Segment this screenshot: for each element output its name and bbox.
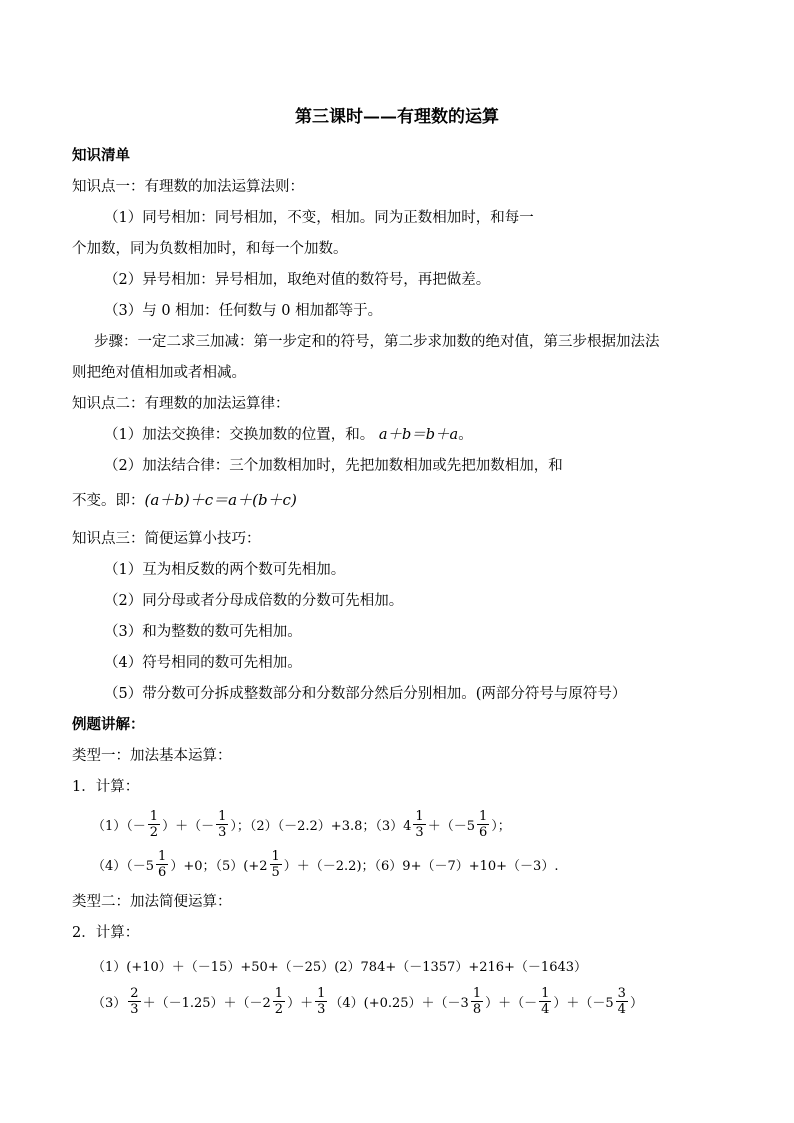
denominator: 3 xyxy=(130,1001,139,1017)
numerator: 1 xyxy=(149,808,159,824)
commutative-formula: a＋b＝b＋a xyxy=(378,427,459,443)
kp1-item-1-cont: 个加数，同为负数相加时，和每一个加数。 xyxy=(72,241,348,257)
expr-text: ＋（－1.25）＋（－2 xyxy=(142,995,271,1011)
kp2-item-2: （2）加法结合律：三个加数相加时，先把加数相加或先把加数相加，和 xyxy=(104,458,563,474)
section-knowledge-list: 知识清单 xyxy=(72,147,130,164)
kp2-item-1-text: （1）加法交换律：交换加数的位置，和。 xyxy=(104,427,375,443)
denominator: 8 xyxy=(472,1001,482,1017)
kp3-heading: 知识点三：简便运算小技巧： xyxy=(72,531,261,547)
expr-text: ）＋（－ xyxy=(162,818,215,834)
examples-heading: 例题讲解： xyxy=(72,716,145,733)
expr-text: ）＋（－ xyxy=(485,995,538,1011)
question-2-row-2 xyxy=(92,980,643,1022)
denominator: 3 xyxy=(415,824,424,840)
fraction xyxy=(273,986,285,1017)
kp1-item-3: （3）与 0 相加：任何数与 0 相加都等于。 xyxy=(104,303,383,319)
question-1-row-2 xyxy=(92,843,558,885)
denominator: 4 xyxy=(541,1001,550,1017)
numerator: 1 xyxy=(472,985,482,1001)
kp1-steps-line2: 则把绝对值相加或者相减。 xyxy=(72,365,246,381)
numerator: 1 xyxy=(271,848,280,864)
kp2-item-1-end: 。 xyxy=(458,427,473,443)
kp3-item-5: （5）带分数可分拆成整数部分和分数部分然后分别相加。(两部分符号与原符号） xyxy=(104,686,627,702)
type1-heading: 类型一：加法基本运算： xyxy=(72,748,232,764)
fraction xyxy=(413,809,425,840)
expr-text: ＋（－5 xyxy=(427,818,475,834)
expr-text: （4）(+0.25）＋（－3 xyxy=(329,995,469,1011)
expr-text: ）+0；（5）(+2 xyxy=(170,858,268,874)
fraction xyxy=(270,849,282,880)
kp1-steps-line1: 步骤：一定二求三加减：第一步定和的符号，第二步求加数的绝对值，第三步根据加法法 xyxy=(94,334,660,350)
expr-text: ） xyxy=(629,995,643,1011)
kp3-item-2: （2）同分母或者分母成倍数的分数可先相加。 xyxy=(104,593,404,609)
kp3-item-4: （4）符号相同的数可先相加。 xyxy=(104,655,302,671)
associative-formula: (a＋b)＋c＝a＋(b＋c) xyxy=(144,491,297,509)
fraction xyxy=(477,809,489,840)
denominator: 4 xyxy=(617,1001,626,1017)
denominator: 5 xyxy=(271,864,280,880)
question-1-label: 1．计算： xyxy=(72,779,140,795)
fraction xyxy=(315,986,327,1017)
numerator: 1 xyxy=(541,985,550,1001)
denominator: 2 xyxy=(149,824,159,840)
numerator: 1 xyxy=(158,848,167,864)
numerator: 1 xyxy=(274,985,284,1001)
denominator: 2 xyxy=(274,1001,284,1017)
question-1-row-1 xyxy=(92,803,511,845)
expr-text: （3） xyxy=(92,995,127,1011)
expr-text: ）；（2）（－2.2）+3.8；（3）4 xyxy=(230,818,412,834)
type2-heading: 类型二：加法简便运算： xyxy=(72,894,232,910)
numerator: 1 xyxy=(478,808,488,824)
numerator: 2 xyxy=(130,985,139,1001)
expr-text: ）＋（－5 xyxy=(553,995,614,1011)
denominator: 3 xyxy=(317,1001,326,1017)
question-2-label: 2．计算： xyxy=(72,925,140,941)
kp2-item-2-cont xyxy=(72,489,734,512)
kp3-item-3: （3）和为整数的数可先相加。 xyxy=(104,624,302,640)
numerator: 3 xyxy=(617,985,626,1001)
kp3-item-1: （1）互为相反数的两个数可先相加。 xyxy=(104,562,346,578)
fraction xyxy=(216,809,228,840)
numerator: 1 xyxy=(317,985,326,1001)
fraction xyxy=(471,986,483,1017)
expr-text: （4）（－5 xyxy=(92,858,155,874)
fraction xyxy=(616,986,628,1017)
kp2-item-2-cont-text: 不变。即： xyxy=(72,493,145,509)
expr-text: （1）(+10）＋（－15）+50+（－25）(2）784+（－1357）+216+（－1643） xyxy=(92,959,588,975)
denominator: 6 xyxy=(478,824,488,840)
page-title: 第三课时——有理数的运算 xyxy=(295,107,499,127)
fraction xyxy=(148,809,160,840)
expr-text: ）＋（－2.2)；（6）9+（－7）+10+（－3）. xyxy=(283,858,559,874)
kp2-item-1 xyxy=(104,424,734,446)
denominator: 6 xyxy=(158,864,167,880)
fraction xyxy=(128,986,140,1017)
kp1-heading: 知识点一：有理数的加法运算法则： xyxy=(72,179,304,195)
kp1-item-2: （2）异号相加：异号相加，取绝对值的数符号，再把做差。 xyxy=(104,272,491,288)
kp1-item-1: （1）同号相加：同号相加，不变，相加。同为正数相加时，和每一 xyxy=(104,210,534,226)
expr-text: ）＋ xyxy=(287,995,314,1011)
numerator: 1 xyxy=(415,808,424,824)
fraction xyxy=(156,849,168,880)
kp2-heading: 知识点二：有理数的加法运算律： xyxy=(72,396,290,412)
denominator: 3 xyxy=(218,824,227,840)
expr-text: ）； xyxy=(491,818,511,834)
fraction xyxy=(539,986,551,1017)
numerator: 1 xyxy=(218,808,227,824)
expr-text: （1）（－ xyxy=(92,818,146,834)
